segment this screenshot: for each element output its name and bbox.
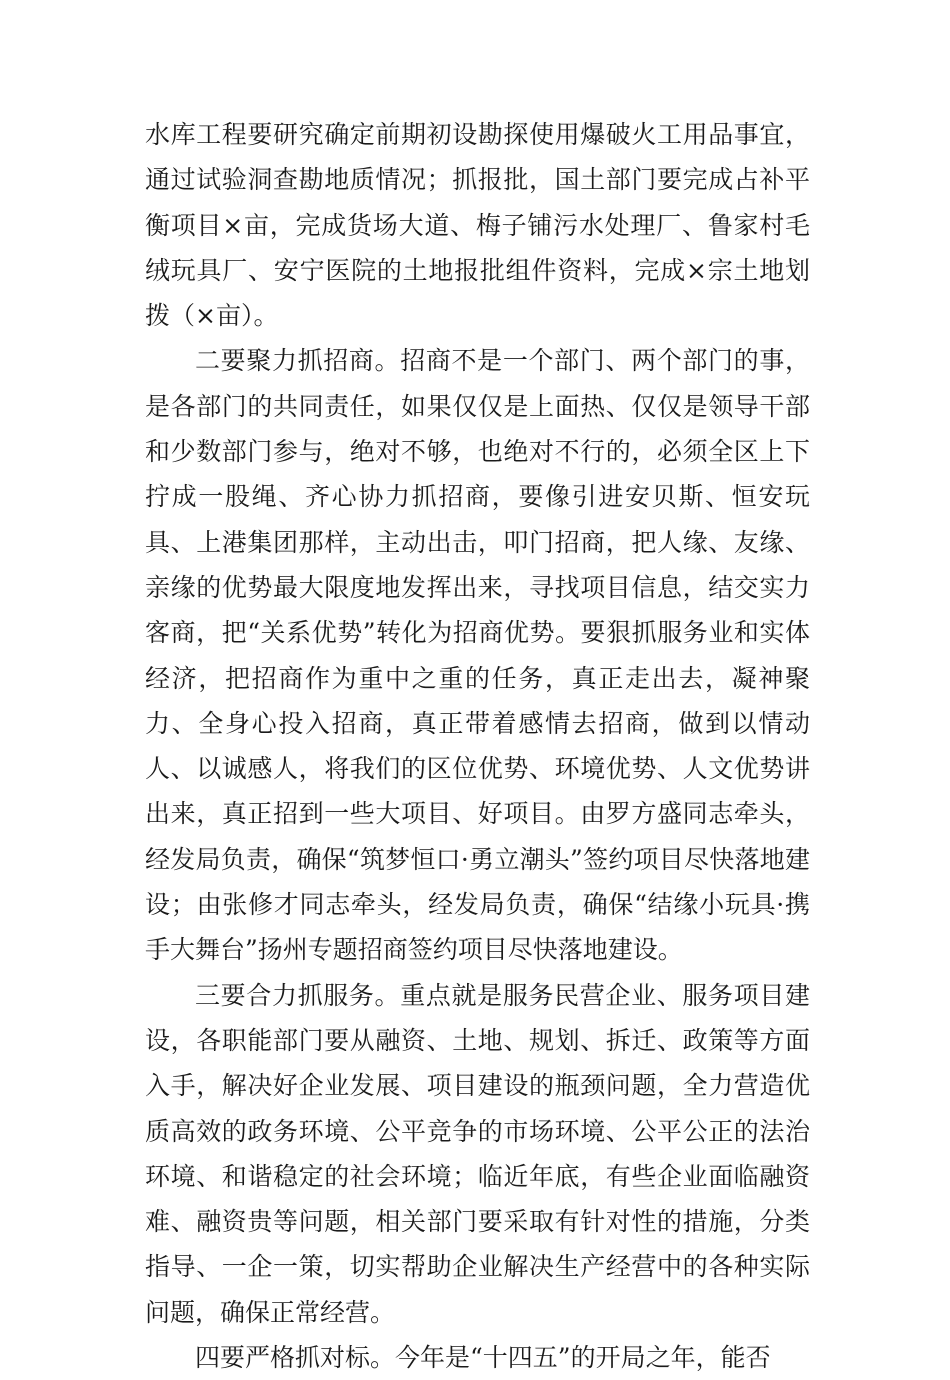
paragraph-service: 三要合力抓服务。重点就是服务民营企业、服务项目建设，各职能部门要从融资、土地、规划、拆迁、政策等方面入手，解决好企业发展、项目建设的瓶颈问题，全力营造优质高效的政务环境、公平竞争的市场环境、公平公正的法治环境、和谐稳定的社会环境；临近年底，有些企业面临融资难、融资贵等问题，相关部门要采取有针对性的措施，分类指导、一企一策，切实帮助企业解决生产经营中的各种实际问题，确保正常经营。	[145, 980, 810, 1327]
paragraph-benchmark: 四要严格抓对标。今年是“十四五”的开局之年，能否	[195, 1343, 771, 1373]
paragraph-investment: 二要聚力抓招商。招商不是一个部门、两个部门的事，是各部门的共同责任，如果仅仅是上面热、仅仅是领导干部和少数部门参与，绝对不够，也绝对不行的，必须全区上下拧成一股绳、齐心协力抓招商，要像引进安贝斯、恒安玩具、上港集团那样，主动出击，叩门招商，把人缘、友缘、亲缘的优势最大限度地发挥出来，寻找项目信息，结交实力客商，把“关系优势”转化为招商优势。要狠抓服务业和实体经济，把招商作为重中之重的任务，真正走出去，凝神聚力、全身心投入招商，真正带着感情去招商，做到以情动人、以诚感人，将我们的区位优势、环境优势、人文优势讲出来，真正招到一些大项目、好项目。由罗方盛同志牵头，经发局负责，确保“筑梦恒口·勇立潮头”签约项目尽快落地建设；由张修才同志牵头，经发局负责，确保“结缘小玩具·携手大舞台”扬州专题招商签约项目尽快落地建设。	[145, 346, 810, 965]
document-body	[145, 112, 810, 1380]
paragraph-continuation: 水库工程要研究确定前期初设勘探使用爆破火工用品事宜，通过试验洞查勘地质情况；抓报批，国土部门要完成占补平衡项目×亩，完成货场大道、梅子铺污水处理厂、鲁家村毛绒玩具厂、安宁医院的土地报批组件资料，完成×宗土地划拨（×亩）。	[145, 120, 810, 331]
